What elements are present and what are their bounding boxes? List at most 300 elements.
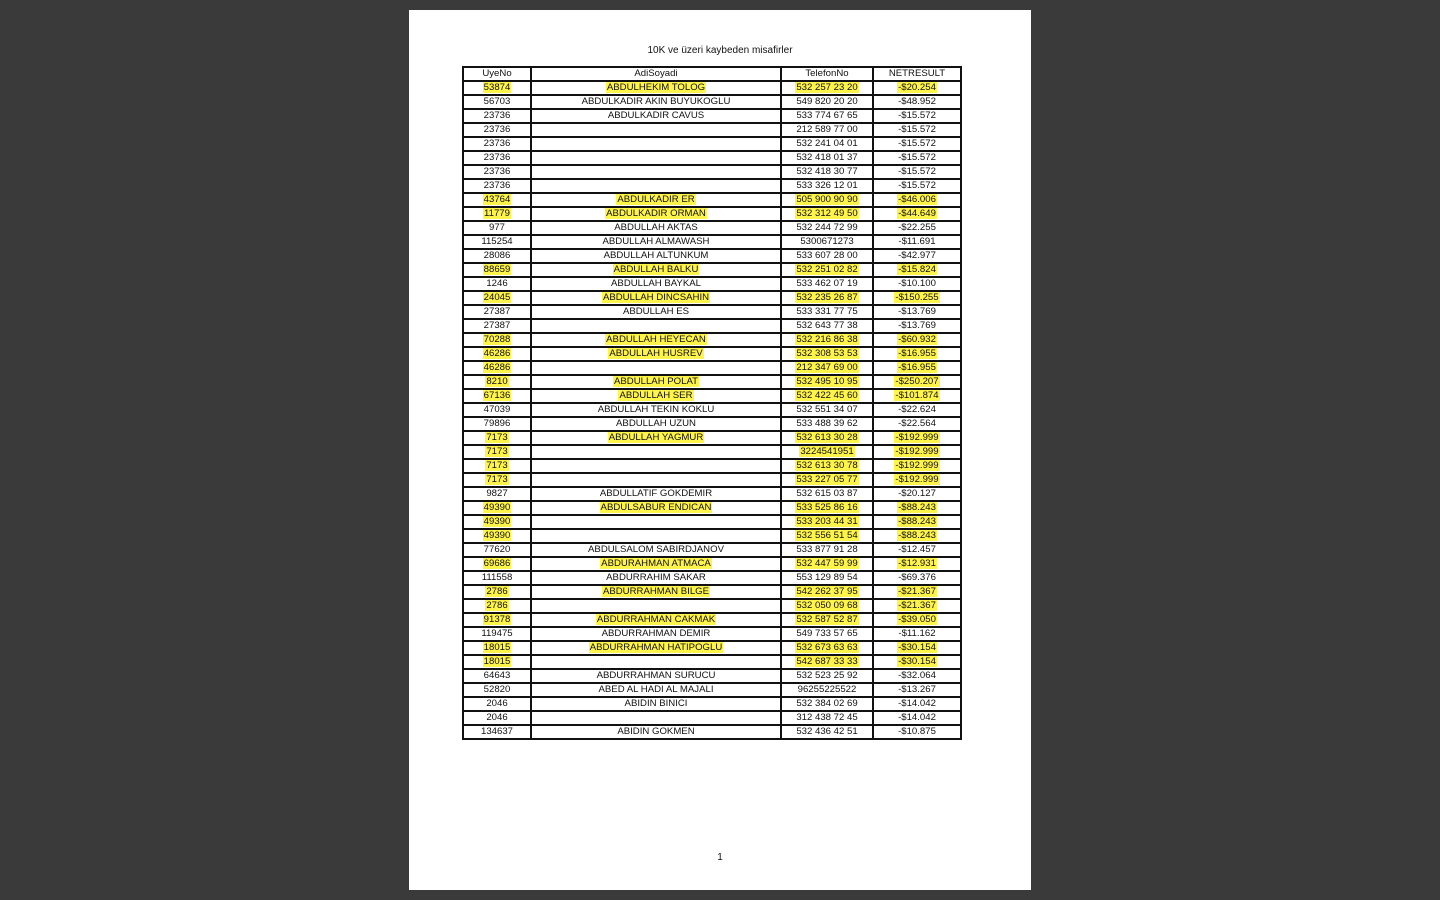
cell-adisoyadi-text: ABIDIN GOKMEN [617,726,695,737]
cell-telefonno [781,571,873,585]
table-row [463,613,961,627]
cell-netresult-text: -$10.100 [898,278,936,289]
cell-adisoyadi-text: ABDULLAH YAGMUR [608,432,704,443]
cell-telefonno-text: 549 733 57 65 [796,628,858,639]
cell-telefonno [781,263,873,277]
table-row [463,179,961,193]
cell-netresult [873,473,961,487]
cell-netresult [873,599,961,613]
cell-netresult-text: -$13.769 [898,306,936,317]
table-row [463,655,961,669]
table-row [463,431,961,445]
cell-uyeno [463,375,531,389]
cell-netresult [873,109,961,123]
cell-netresult [873,431,961,445]
table-row [463,235,961,249]
cell-netresult-text: -$14.042 [898,698,936,709]
cell-uyeno [463,249,531,263]
cell-adisoyadi [531,487,781,501]
cell-netresult [873,375,961,389]
cell-adisoyadi [531,81,781,95]
cell-adisoyadi [531,333,781,347]
column-header-netresult: NETRESULT [873,67,961,81]
cell-uyeno-text: 134637 [480,726,513,737]
cell-uyeno-text: 7173 [486,432,508,443]
table-row [463,165,961,179]
cell-telefonno-text: 553 129 89 54 [796,572,858,583]
cell-adisoyadi [531,417,781,431]
cell-netresult [873,137,961,151]
cell-telefonno-text: 532 613 30 28 [796,432,858,443]
cell-telefonno [781,683,873,697]
cell-telefonno-text: 532 241 04 01 [796,138,858,149]
cell-uyeno [463,417,531,431]
cell-adisoyadi-text: ABDULLAH DINCSAHIN [602,292,710,303]
cell-netresult-text: -$192.999 [895,460,939,471]
cell-telefonno [781,389,873,403]
cell-telefonno-text: 532 523 25 92 [796,670,858,681]
cell-uyeno [463,235,531,249]
cell-uyeno-text: 18015 [483,642,511,653]
cell-uyeno-text: 2046 [486,698,508,709]
cell-telefonno-text: 532 643 77 38 [796,320,858,331]
cell-adisoyadi-text: ABDULKADIR ER [617,194,695,205]
cell-uyeno [463,613,531,627]
cell-uyeno [463,179,531,193]
cell-netresult-text: -$22.255 [898,222,936,233]
cell-adisoyadi [531,627,781,641]
cell-adisoyadi [531,599,781,613]
cell-netresult-text: -$20.127 [898,488,936,499]
table-row [463,137,961,151]
guest-loss-table [462,66,962,740]
cell-telefonno-text: 212 589 77 00 [796,124,858,135]
table-row [463,487,961,501]
cell-telefonno [781,235,873,249]
cell-netresult-text: -$13.769 [898,320,936,331]
cell-netresult-text: -$22.624 [898,404,936,415]
cell-uyeno-text: 79896 [483,418,511,429]
cell-netresult [873,81,961,95]
cell-adisoyadi [531,431,781,445]
cell-adisoyadi [531,291,781,305]
cell-uyeno [463,165,531,179]
cell-netresult-text: -$30.154 [898,656,936,667]
cell-telefonno [781,151,873,165]
cell-netresult [873,613,961,627]
cell-adisoyadi-text: ABDULSABUR ENDICAN [600,502,712,513]
cell-adisoyadi [531,613,781,627]
cell-uyeno [463,431,531,445]
cell-uyeno [463,641,531,655]
cell-telefonno [781,431,873,445]
cell-netresult-text: -$16.955 [898,362,936,373]
cell-telefonno-text: 532 587 52 87 [796,614,858,625]
cell-telefonno [781,529,873,543]
cell-telefonno [781,417,873,431]
cell-netresult [873,417,961,431]
table-row [463,599,961,613]
cell-uyeno [463,571,531,585]
cell-adisoyadi-text: ABDURRAHIM SAKAR [606,572,706,583]
cell-netresult [873,725,961,739]
cell-adisoyadi [531,389,781,403]
table-row [463,81,961,95]
cell-uyeno-text: 1246 [486,278,508,289]
cell-uyeno [463,305,531,319]
cell-telefonno-text: 532 312 49 50 [796,208,858,219]
cell-telefonno-text: 532 418 01 37 [796,152,858,163]
cell-netresult-text: -$32.064 [898,670,936,681]
table-row [463,403,961,417]
cell-telefonno-text: 532 418 30 77 [796,166,858,177]
cell-telefonno-text: 3224541951 [800,446,854,457]
cell-uyeno-text: 111558 [481,572,513,583]
cell-uyeno-text: 9827 [486,488,508,499]
cell-uyeno [463,221,531,235]
table-row [463,725,961,739]
cell-uyeno-text: 7173 [486,474,508,485]
cell-adisoyadi [531,697,781,711]
cell-adisoyadi-text: ABDURRAHMAN DEMIR [601,628,711,639]
cell-telefonno-text: 533 488 39 62 [796,418,858,429]
cell-telefonno-text: 533 774 67 65 [796,110,858,121]
cell-netresult-text: -$15.572 [898,180,936,191]
cell-uyeno-text: 49390 [483,516,511,527]
cell-telefonno-text: 5300671273 [800,236,854,247]
cell-uyeno [463,207,531,221]
cell-netresult [873,571,961,585]
cell-uyeno-text: 23736 [483,166,511,177]
table-row [463,319,961,333]
cell-adisoyadi-text: ABDURRAHMAN SURUCU [596,670,716,681]
cell-netresult [873,95,961,109]
cell-uyeno [463,599,531,613]
cell-telefonno-text: 532 050 09 68 [796,600,858,611]
cell-netresult-text: -$12.931 [898,558,936,569]
cell-uyeno [463,263,531,277]
cell-uyeno-text: 49390 [483,530,511,541]
cell-adisoyadi [531,137,781,151]
cell-netresult-text: -$42.977 [898,250,936,261]
cell-uyeno [463,123,531,137]
cell-netresult-text: -$30.154 [898,642,936,653]
cell-telefonno-text: 532 244 72 99 [796,222,858,233]
cell-netresult [873,319,961,333]
cell-netresult-text: -$250.207 [895,376,939,387]
cell-telefonno [781,641,873,655]
table-row [463,669,961,683]
cell-telefonno-text: 532 613 30 78 [796,460,858,471]
cell-netresult [873,697,961,711]
cell-netresult [873,389,961,403]
cell-netresult-text: -$192.999 [895,432,939,443]
cell-telefonno-text: 532 216 86 38 [796,334,858,345]
cell-adisoyadi [531,249,781,263]
cell-uyeno-text: 7173 [486,446,508,457]
table-row [463,627,961,641]
cell-uyeno-text: 23736 [483,180,511,191]
cell-uyeno [463,137,531,151]
cell-adisoyadi-text: ABDULKADIR AKIN BUYUKOGLU [581,96,731,107]
cell-uyeno-text: 119475 [481,628,513,639]
cell-telefonno-text: 533 203 44 31 [796,516,858,527]
cell-adisoyadi [531,711,781,725]
cell-telefonno [781,179,873,193]
table-row [463,515,961,529]
cell-uyeno-text: 23736 [483,124,511,135]
cell-uyeno-text: 24045 [483,292,511,303]
cell-telefonno [781,445,873,459]
cell-netresult [873,403,961,417]
cell-adisoyadi [531,235,781,249]
table-row [463,361,961,375]
cell-telefonno [781,109,873,123]
cell-adisoyadi [531,361,781,375]
cell-adisoyadi [531,305,781,319]
cell-adisoyadi-text: ABED AL HADI AL MAJALI [598,684,714,695]
cell-uyeno-text: 46286 [483,362,511,373]
cell-adisoyadi [531,529,781,543]
cell-telefonno-text: 532 384 02 69 [796,698,858,709]
cell-adisoyadi [531,263,781,277]
cell-uyeno [463,711,531,725]
cell-telefonno-text: 549 820 20 20 [796,96,858,107]
cell-telefonno [781,333,873,347]
cell-uyeno-text: 11779 [484,208,510,219]
cell-adisoyadi-text: ABDULLAH UZUN [616,418,696,429]
cell-netresult-text: -$15.572 [898,152,936,163]
cell-uyeno-text: 27387 [483,306,511,317]
cell-telefonno [781,361,873,375]
cell-netresult [873,165,961,179]
cell-telefonno [781,319,873,333]
cell-telefonno-text: 532 251 02 82 [796,264,858,275]
cell-telefonno [781,123,873,137]
cell-netresult [873,347,961,361]
cell-telefonno [781,515,873,529]
cell-uyeno [463,277,531,291]
cell-netresult [873,291,961,305]
cell-telefonno [781,627,873,641]
cell-netresult [873,179,961,193]
cell-netresult-text: -$44.649 [898,208,936,219]
cell-adisoyadi [531,585,781,599]
cell-netresult-text: -$21.367 [898,600,936,611]
cell-netresult-text: -$15.572 [898,124,936,135]
cell-adisoyadi [531,445,781,459]
cell-netresult [873,249,961,263]
cell-telefonno-text: 533 326 12 01 [796,180,858,191]
cell-uyeno-text: 46286 [483,348,511,359]
cell-netresult-text: -$13.267 [898,684,936,695]
cell-adisoyadi [531,725,781,739]
cell-telefonno-text: 212 347 69 00 [796,362,858,373]
cell-netresult [873,263,961,277]
cell-netresult [873,445,961,459]
cell-uyeno [463,193,531,207]
cell-adisoyadi [531,557,781,571]
cell-adisoyadi-text: ABDULKADIR CAVUS [607,110,705,121]
cell-netresult-text: -$22.564 [898,418,936,429]
cell-telefonno [781,221,873,235]
cell-uyeno-text: 56703 [483,96,511,107]
cell-netresult-text: -$14.042 [898,712,936,723]
cell-adisoyadi-text: ABDULSALOM SABIRDJANOV [588,544,724,555]
cell-netresult-text: -$192.999 [895,446,939,457]
table-row [463,375,961,389]
cell-telefonno [781,725,873,739]
table-row [463,109,961,123]
document-page [409,10,1031,890]
cell-adisoyadi-text: ABDULKADIR ORMAN [606,208,706,219]
cell-netresult-text: -$20.254 [898,82,936,93]
cell-telefonno-text: 532 673 63 63 [796,642,858,653]
cell-uyeno-text: 43764 [483,194,511,205]
cell-uyeno-text: 2786 [486,600,508,611]
cell-netresult [873,305,961,319]
cell-adisoyadi-text: ABDULLAH ALTUNKUM [603,250,709,261]
cell-uyeno-text: 53874 [483,82,511,93]
cell-adisoyadi [531,151,781,165]
cell-adisoyadi [531,501,781,515]
cell-telefonno [781,697,873,711]
cell-uyeno-text: 28086 [483,250,511,261]
cell-telefonno-text: 542 687 33 33 [796,656,858,667]
cell-adisoyadi-text: ABDULLATIF GOKDEMIR [599,488,713,499]
cell-telefonno [781,557,873,571]
cell-netresult-text: -$46.006 [898,194,936,205]
cell-uyeno [463,403,531,417]
cell-telefonno [781,599,873,613]
cell-telefonno-text: 96255225522 [797,684,857,695]
cell-netresult [873,487,961,501]
cell-telefonno-text: 542 262 37 95 [796,586,858,597]
cell-telefonno [781,487,873,501]
cell-uyeno-text: 52820 [483,684,511,695]
cell-uyeno-text: 7173 [486,460,508,471]
cell-netresult [873,221,961,235]
cell-uyeno-text: 23736 [483,110,511,121]
cell-telefonno [781,137,873,151]
cell-uyeno [463,515,531,529]
cell-adisoyadi-text: ABDULLAH AKTAS [614,222,698,233]
cell-adisoyadi [531,459,781,473]
cell-adisoyadi [531,347,781,361]
cell-uyeno [463,501,531,515]
cell-adisoyadi-text: ABDURRAHMAN BILGE [602,586,710,597]
cell-uyeno [463,291,531,305]
cell-adisoyadi [531,641,781,655]
cell-telefonno [781,711,873,725]
table-row [463,95,961,109]
column-header-telefonno: TelefonNo [781,67,873,81]
cell-adisoyadi [531,473,781,487]
cell-uyeno [463,389,531,403]
cell-uyeno [463,473,531,487]
cell-uyeno [463,361,531,375]
cell-telefonno [781,277,873,291]
cell-adisoyadi [531,207,781,221]
cell-uyeno [463,585,531,599]
cell-netresult-text: -$192.999 [895,474,939,485]
table-row [463,571,961,585]
cell-telefonno-text: 533 462 07 19 [796,278,858,289]
table-row [463,543,961,557]
cell-adisoyadi [531,571,781,585]
cell-netresult [873,361,961,375]
cell-uyeno [463,109,531,123]
cell-telefonno-text: 533 877 91 28 [796,544,858,555]
cell-netresult [873,459,961,473]
cell-adisoyadi-text: ABDULHEKIM TOLOG [606,82,706,93]
cell-uyeno [463,669,531,683]
cell-telefonno-text: 532 436 42 51 [796,726,858,737]
cell-adisoyadi [531,277,781,291]
cell-adisoyadi [531,109,781,123]
cell-telefonno-text: 532 308 53 53 [796,348,858,359]
cell-uyeno-text: 67136 [483,390,511,401]
cell-telefonno [781,249,873,263]
cell-uyeno [463,445,531,459]
cell-uyeno-text: 70288 [483,334,511,345]
column-header-uyeno: UyeNo [463,67,531,81]
cell-uyeno [463,725,531,739]
table-row [463,697,961,711]
cell-netresult [873,585,961,599]
cell-telefonno [781,655,873,669]
cell-uyeno-text: 2046 [486,712,508,723]
table-row [463,207,961,221]
cell-adisoyadi [531,95,781,109]
cell-adisoyadi [531,319,781,333]
cell-telefonno-text: 532 447 59 99 [796,558,858,569]
table-row [463,417,961,431]
table-row [463,263,961,277]
cell-netresult [873,529,961,543]
cell-adisoyadi [531,221,781,235]
cell-netresult-text: -$88.243 [898,516,936,527]
cell-telefonno [781,403,873,417]
table-row [463,291,961,305]
cell-netresult [873,333,961,347]
table-row [463,585,961,599]
table-row [463,151,961,165]
cell-adisoyadi-text: ABDULLAH ES [622,306,690,317]
cell-uyeno-text: 64643 [483,670,511,681]
page-number: 1 [717,852,723,863]
cell-telefonno [781,347,873,361]
cell-netresult [873,193,961,207]
table-row [463,529,961,543]
cell-telefonno [781,501,873,515]
table-body [463,81,961,739]
cell-netresult-text: -$69.376 [898,572,936,583]
document-title: 10K ve üzeri kaybeden misafirler [647,45,793,56]
table-row [463,347,961,361]
table-row [463,305,961,319]
cell-netresult-text: -$101.874 [895,390,939,401]
cell-adisoyadi-text: ABDULLAH POLAT [613,376,699,387]
cell-uyeno-text: 23736 [483,138,511,149]
cell-uyeno [463,333,531,347]
cell-telefonno-text: 505 900 90 90 [796,194,858,205]
cell-adisoyadi-text: ABDURAHMAN ATMACA [601,558,711,569]
cell-telefonno [781,459,873,473]
cell-netresult-text: -$15.572 [898,166,936,177]
cell-uyeno [463,529,531,543]
cell-uyeno-text: 49390 [483,502,511,513]
